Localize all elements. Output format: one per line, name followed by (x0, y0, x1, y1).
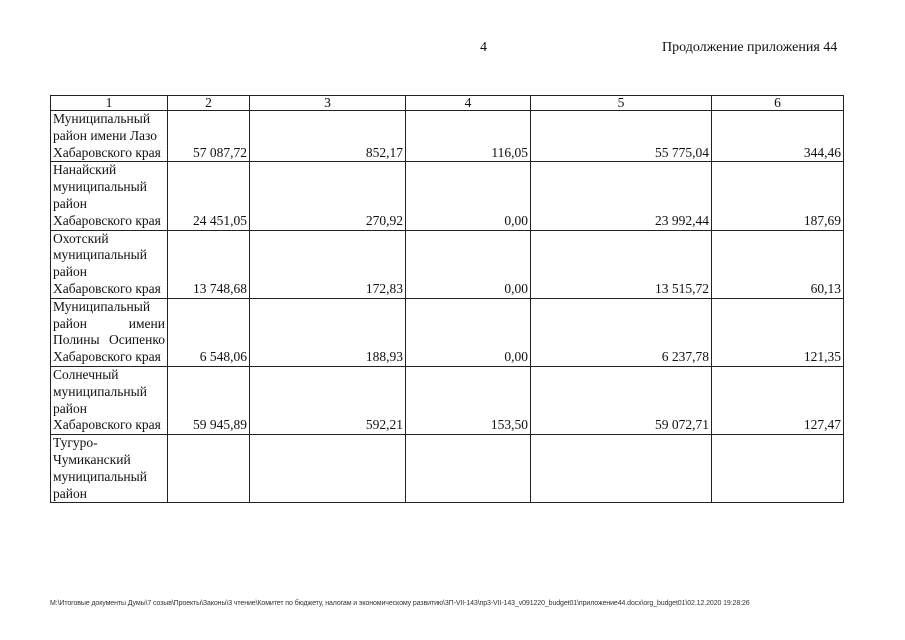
column-header: 3 (250, 96, 406, 111)
column-header: 4 (406, 96, 531, 111)
column-header: 5 (531, 96, 712, 111)
district-name: Муниципальный район имени Полины Осипенко Хабаровского края (51, 298, 168, 366)
value-cell: 59 072,71 (531, 366, 712, 434)
table-row (51, 230, 844, 298)
table-row (51, 111, 844, 162)
value-cell: 0,00 (406, 298, 531, 366)
district-name: Муниципальный район имени Лазо Хабаровского края (51, 111, 168, 162)
value-cell: 13 515,72 (531, 230, 712, 298)
value-cell: 187,69 (712, 162, 844, 230)
value-cell (168, 435, 250, 503)
value-cell: 13 748,68 (168, 230, 250, 298)
table-row (51, 435, 844, 503)
column-header: 1 (51, 96, 168, 111)
value-cell: 127,47 (712, 366, 844, 434)
value-cell: 0,00 (406, 230, 531, 298)
value-cell: 60,13 (712, 230, 844, 298)
value-cell: 55 775,04 (531, 111, 712, 162)
value-cell: 57 087,72 (168, 111, 250, 162)
value-cell: 153,50 (406, 366, 531, 434)
appendix-continuation-label: Продолжение приложения 44 (662, 40, 838, 55)
district-name: Тугуро-Чумиканский муниципальный район (51, 435, 168, 503)
value-cell: 121,35 (712, 298, 844, 366)
value-cell: 344,46 (712, 111, 844, 162)
column-header: 6 (712, 96, 844, 111)
value-cell: 592,21 (250, 366, 406, 434)
table-row (51, 162, 844, 230)
budget-table (50, 95, 844, 503)
value-cell: 0,00 (406, 162, 531, 230)
value-cell: 188,93 (250, 298, 406, 366)
value-cell: 852,17 (250, 111, 406, 162)
value-cell (406, 435, 531, 503)
value-cell (712, 435, 844, 503)
value-cell (531, 435, 712, 503)
value-cell: 23 992,44 (531, 162, 712, 230)
district-name: Охотский муниципальный район Хабаровского края (51, 230, 168, 298)
value-cell: 172,83 (250, 230, 406, 298)
value-cell: 24 451,05 (168, 162, 250, 230)
column-header: 2 (168, 96, 250, 111)
value-cell: 270,92 (250, 162, 406, 230)
table-row (51, 366, 844, 434)
district-name: Солнечный муниципальный район Хабаровского края (51, 366, 168, 434)
page-number: 4 (480, 40, 487, 55)
value-cell: 116,05 (406, 111, 531, 162)
value-cell: 59 945,89 (168, 366, 250, 434)
district-name: Нанайский муниципальный район Хабаровского края (51, 162, 168, 230)
value-cell (250, 435, 406, 503)
value-cell: 6 548,06 (168, 298, 250, 366)
table-row (51, 298, 844, 366)
table-header-row (51, 96, 844, 111)
value-cell: 6 237,78 (531, 298, 712, 366)
file-path-footer: M:\Итоговые документы Думы\7 созыв\Проекты\Законы\3 чтение\Комитет по бюджету, налогам и экономическому развитию\3П-VII-143\пр3-VII-143_v091220_budget01\приложение44.docx\org_budget01\02.12.2020 19:28:26 (50, 600, 750, 607)
